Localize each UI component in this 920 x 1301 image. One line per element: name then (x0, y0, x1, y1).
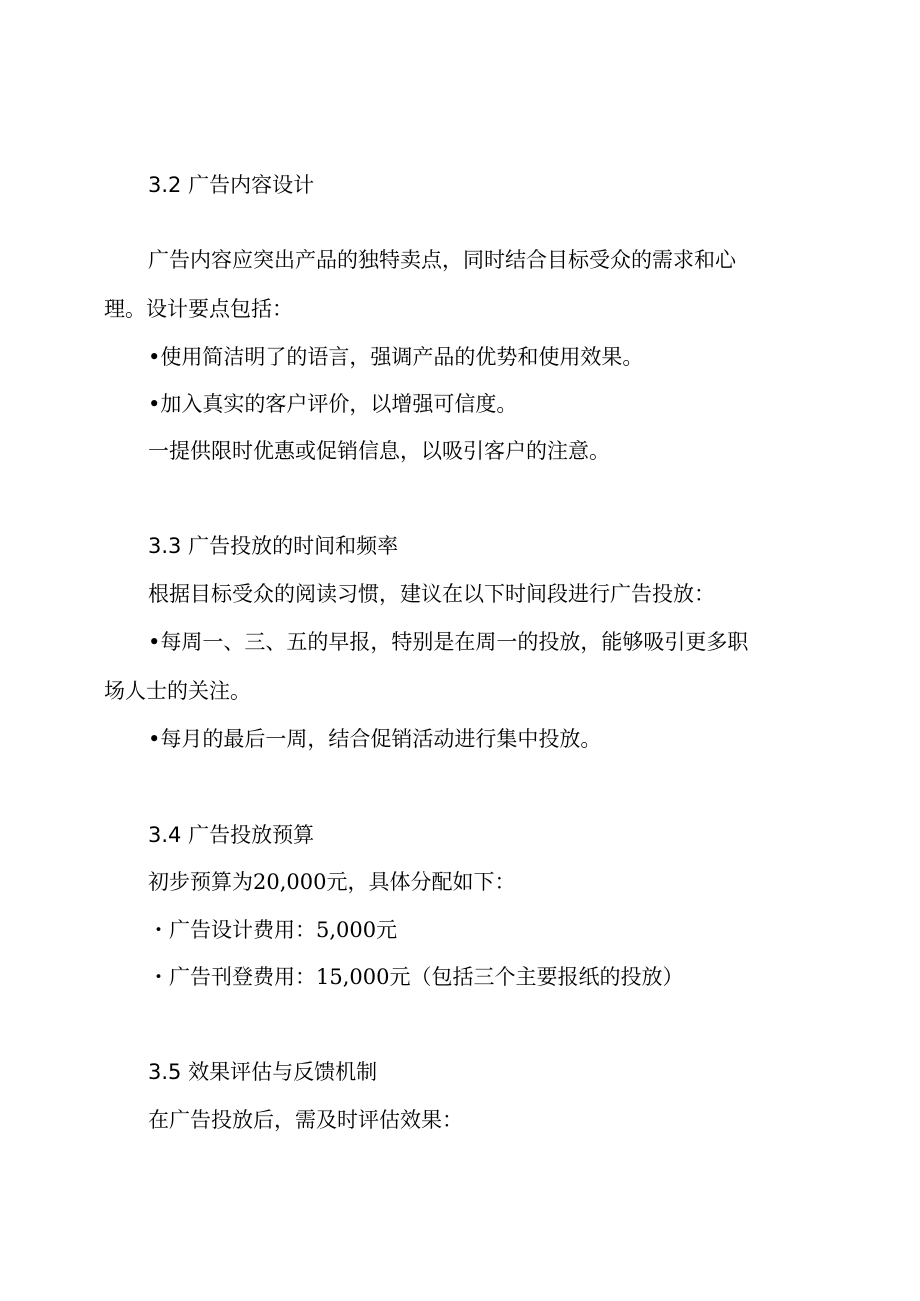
list-item: •每月的最后一周，结合促销活动进行集中投放。 (148, 727, 602, 751)
list-item: •每周一、三、五的早报，特别是在周一的投放，能够吸引更多职 (148, 630, 749, 654)
list-item: •加入真实的客户评价，以增强可信度。 (148, 392, 518, 416)
paragraph-line: 广告内容应突出产品的独特卖点，同时结合目标受众的需求和心 (148, 248, 736, 272)
paragraph-line: 根据目标受众的阅读习惯，建议在以下时间段进行广告投放： (148, 582, 715, 606)
paragraph-line: 在广告投放后，需及时评估效果： (148, 1108, 463, 1132)
list-item: ・广告设计费用：5,000元 (148, 918, 398, 942)
section-heading-3-5: 3.5 效果评估与反馈机制 (148, 1060, 378, 1084)
list-item: 一提供限时优惠或促销信息，以吸引客户的注意。 (148, 439, 610, 463)
paragraph-line: 初步预算为20,000元，具体分配如下： (148, 870, 516, 894)
section-heading-3-4: 3.4 广告投放预算 (148, 823, 315, 847)
section-heading-3-3: 3.3 广告投放的时间和频率 (148, 534, 399, 558)
list-item: 场人士的关注。 (104, 679, 251, 703)
section-heading-3-2: 3.2 广告内容设计 (148, 173, 315, 197)
list-item: ・广告刊登费用：15,000元（包括三个主要报纸的投放） (148, 965, 684, 989)
list-item: •使用简洁明了的语言，强调产品的优势和使用效果。 (148, 345, 644, 369)
paragraph-line: 理。设计要点包括： (104, 297, 293, 321)
